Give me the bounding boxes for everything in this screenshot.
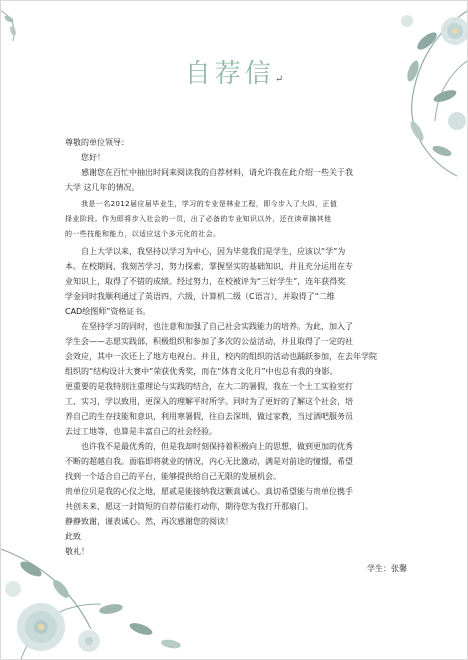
paragraph-4-line: 组织的“结构设计大赛中”荣获优秀奖，而在“体育文化月”中也总有我的身影。	[65, 367, 338, 376]
paragraph-2-line: 我是一名2012届应届毕业生，学习的专业是林业工程，即今步入了大四，正值	[81, 200, 338, 208]
paragraph-2-line: 择业阶段。作为即将步入社会的一员，出了必备的专业知识以外，还在读章摘其他	[65, 215, 332, 223]
paragraph-6-line: 共创未来，愿这一封简短的自荐信能打动你，期待您为我打开那扇门。	[65, 502, 313, 511]
paragraph-5-line: 不断的超越自我。面临即将就业的情况，内心无比激动，满是对前途的憧憬，希望	[65, 457, 353, 466]
hello-line: 您好！	[81, 153, 105, 162]
paragraph-1-line: 感谢您在百忙中抽出时间来阅读我的自荐材料，请允许我在此介绍一些关于我	[81, 168, 353, 177]
top-left-leaf-decoration	[1, 1, 41, 61]
letter-title: 自荐信↵	[184, 59, 284, 89]
paragraph-2-line: 的一些技能和能力，以适应这个多元化的社会。	[65, 230, 221, 238]
paragraph-7-line: 静静致谢，谨表诚心。然，再次感谢您的阅读！	[65, 517, 233, 526]
paragraph-3-line: 本。在校期间，我刻苦学习，努力探索，掌握坚实的基础知识，并且充分运用在专	[65, 262, 353, 271]
paragraph-3-line: 学金同时我顺利通过了英语四、六级，计算机二级（C语言），并取得了“二维	[65, 292, 335, 301]
closing-line-2: 敬礼！	[65, 547, 89, 556]
paragraph-4-line: 更重要的是我特别注重理论与实践的结合，在大二的暑假，我在一个土工实验室打	[65, 382, 353, 391]
paragraph-6-line: 贵单位贝是我的心仪之地，愿贰是能接纳我这颗真诚心。真切希望能与贵单位携手	[65, 487, 353, 496]
paragraph-4-line: 去过工地等，也算是丰富自己的社会经验。	[65, 427, 217, 436]
closing-line-1: 此致	[65, 532, 81, 541]
signature: 学生：张馨	[367, 564, 407, 573]
paragraph-5-line: 也许我不是最优秀的，但是我却时刻保持着积极向上的思想，做到更加的优秀	[81, 442, 353, 451]
paragraph-4-line: 学生会——志愿实践部，积极组织和参加了多次的公益活动，并且取得了一定的社	[65, 337, 353, 346]
paragraph-4-line: 工、实习，学以致用，更深入的理解平时所学。同时为了更好的了解这个社会，培	[65, 397, 353, 406]
paragraph-4-line: 会效应，其中一次还上了地方电视台。并且，校内的组织的活动也踊跃参加，在去年学院	[65, 352, 377, 361]
paragraph-4-line: 在坚持学习的同时，也注意和加强了自己社会实践能力的培养。为此，加入了	[81, 322, 353, 331]
letter-body	[65, 135, 413, 576]
paragraph-3-line: 自上大学以来，我坚持以学习为中心，因为毕竟我们是学生，应该以“学”为	[81, 247, 346, 256]
greeting: 尊敬的单位领导：	[65, 138, 129, 147]
paragraph-5-line: 找到一个适合自己的平台，能够提供给自己无限的发展机会。	[65, 472, 281, 481]
paragraph-1-line: 大学 这几年的情况。	[65, 183, 140, 192]
paragraph-3-line: CAD绘图师”资格证书。	[65, 307, 151, 316]
paragraph-4-line: 养自己的生存技能和意识，利用寒暑假，往自去深圳，做过家教，当过酒吧服务员	[65, 412, 353, 421]
paragraph-3-line: 业知识上，取得了不错的成绩。经过努力，在校被评为“三好学生”，连年获得奖	[65, 277, 346, 286]
